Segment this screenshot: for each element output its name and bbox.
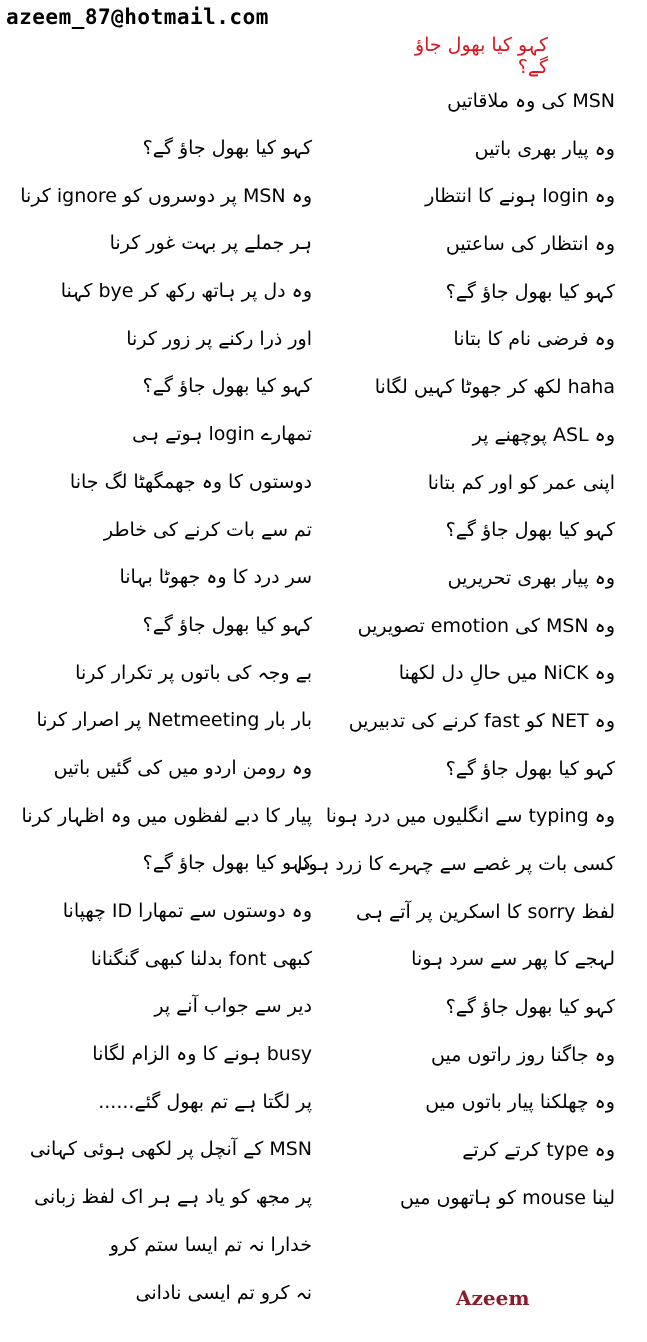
poem-line: وہ ASL پوچھنے پر xyxy=(472,423,615,446)
poem-line: ہر جملے پر بہت غور کرنا xyxy=(109,232,312,255)
poem-line: وہ NET کو fast کرنے کی تدبیریں xyxy=(348,709,615,732)
poem-line: لہجے کا پھر سے سرد ہونا xyxy=(411,948,615,971)
poem-line: پر مجھ کو یاد ہے ہر اک لفظ زبانی xyxy=(34,1186,312,1209)
poem-line: وہ پیار بھری باتیں xyxy=(474,137,615,160)
poem-left-column xyxy=(12,131,312,1323)
poem-line: نہ کرو تم ایسی نادانی xyxy=(135,1281,312,1304)
author-signature: Azeem xyxy=(456,1286,530,1310)
poem-line: دوستوں کا وہ جھمگھٹا لگ جانا xyxy=(69,470,312,493)
poem-line: وہ چھلکنا پیار باتوں میں xyxy=(425,1091,615,1114)
poem-line: وہ typing سے انگلیوں میں درد ہونا xyxy=(325,805,615,828)
poem-line: MSN کے آنچل پر لکھی ہوئی کہانی xyxy=(29,1138,312,1161)
poem-right-column xyxy=(297,84,615,1229)
poem-line: کسی بات پر غصے سے چہرے کا زرد ہونا xyxy=(297,853,615,875)
poem-line: وہ login ہونے کا انتظار xyxy=(425,185,615,208)
poem-line: سر درد کا وہ جھوٹا بہانا xyxy=(119,566,312,589)
poem-line: busy ہونے کا وہ الزام لگانا xyxy=(92,1043,312,1066)
poem-line: بار بار Netmeeting پر اصرار کرنا xyxy=(36,709,312,732)
poem-line: کہو کیا بھول جاؤ گے؟ xyxy=(142,852,312,875)
poem-line: وہ دل پر ہاتھ رکھ کر bye کہنا xyxy=(60,280,312,303)
poem-line: وہ NiCK میں حالِ دل لکھنا xyxy=(398,662,615,685)
poem-line: تمھارے login ہوتے ہی xyxy=(132,423,312,446)
poem-line: وہ رومن اردو میں کی گئیں باتیں xyxy=(53,756,312,779)
poem-line: وہ فرضی نام کا بتانا xyxy=(453,328,615,351)
poem-line: کہو کیا بھول جاؤ گے؟ xyxy=(445,757,615,780)
poem-line: لفظ sorry کا اسکرین پر آتے ہی xyxy=(356,900,615,923)
poem-line: پر لگتا ہے تم بھول گئے...... xyxy=(98,1090,312,1113)
poem-line: وہ انتظار کی ساعتیں xyxy=(445,233,615,256)
poem-line: haha لکھ کر جھوٹا کہیں لگانا xyxy=(374,376,615,399)
poem-line: کہو کیا بھول جاؤ گے؟ xyxy=(142,613,312,636)
poem-line: پیار کا دبے لفظوں میں وہ اظہار کرنا xyxy=(21,804,312,827)
poem-line: وہ MSN کی emotion تصویریں xyxy=(357,614,615,637)
email-address: azeem_87@hotmail.com xyxy=(6,5,269,29)
poem-line: کبھی font بدلنا کبھی گنگنانا xyxy=(90,947,312,970)
poem-title: کہو کیا بھول جاؤ گے؟ xyxy=(414,34,548,78)
poem-line: کہو کیا بھول جاؤ گے؟ xyxy=(445,280,615,303)
poem-line: اپنی عمر کو اور کم بتانا xyxy=(427,471,615,494)
poem-line: خدارا نہ تم ایسا ستم کرو xyxy=(109,1233,312,1256)
poem-line: لینا mouse کو ہاتھوں میں xyxy=(400,1186,615,1209)
poem-line: تم سے بات کرنے کی خاطر xyxy=(103,518,312,541)
poem-line: وہ type کرتے کرتے xyxy=(462,1139,615,1162)
poem-line: اور ذرا رکنے پر زور کرنا xyxy=(126,327,312,350)
poem-line: کہو کیا بھول جاؤ گے؟ xyxy=(445,996,615,1019)
poem-line: MSN کی وہ ملاقاتیں xyxy=(447,90,615,112)
poem-line: کہو کیا بھول جاؤ گے؟ xyxy=(445,519,615,542)
poem-line: کہو کیا بھول جاؤ گے؟ xyxy=(142,375,312,398)
poem-line: وہ MSN پر دوسروں کو ignore کرنا xyxy=(20,184,312,207)
poem-line: وہ جاگنا روز راتوں میں xyxy=(431,1043,615,1066)
poem-line: وہ دوستوں سے تمھارا ID چھپانا xyxy=(62,900,312,922)
poem-line: بے وجہ کی باتوں پر تکرار کرنا xyxy=(75,661,312,684)
poem-line: دیر سے جواب آنے پر xyxy=(154,995,312,1018)
poem-line: وہ پیار بھری تحریریں xyxy=(447,566,615,589)
poem-line: کہو کیا بھول جاؤ گے؟ xyxy=(142,137,312,159)
